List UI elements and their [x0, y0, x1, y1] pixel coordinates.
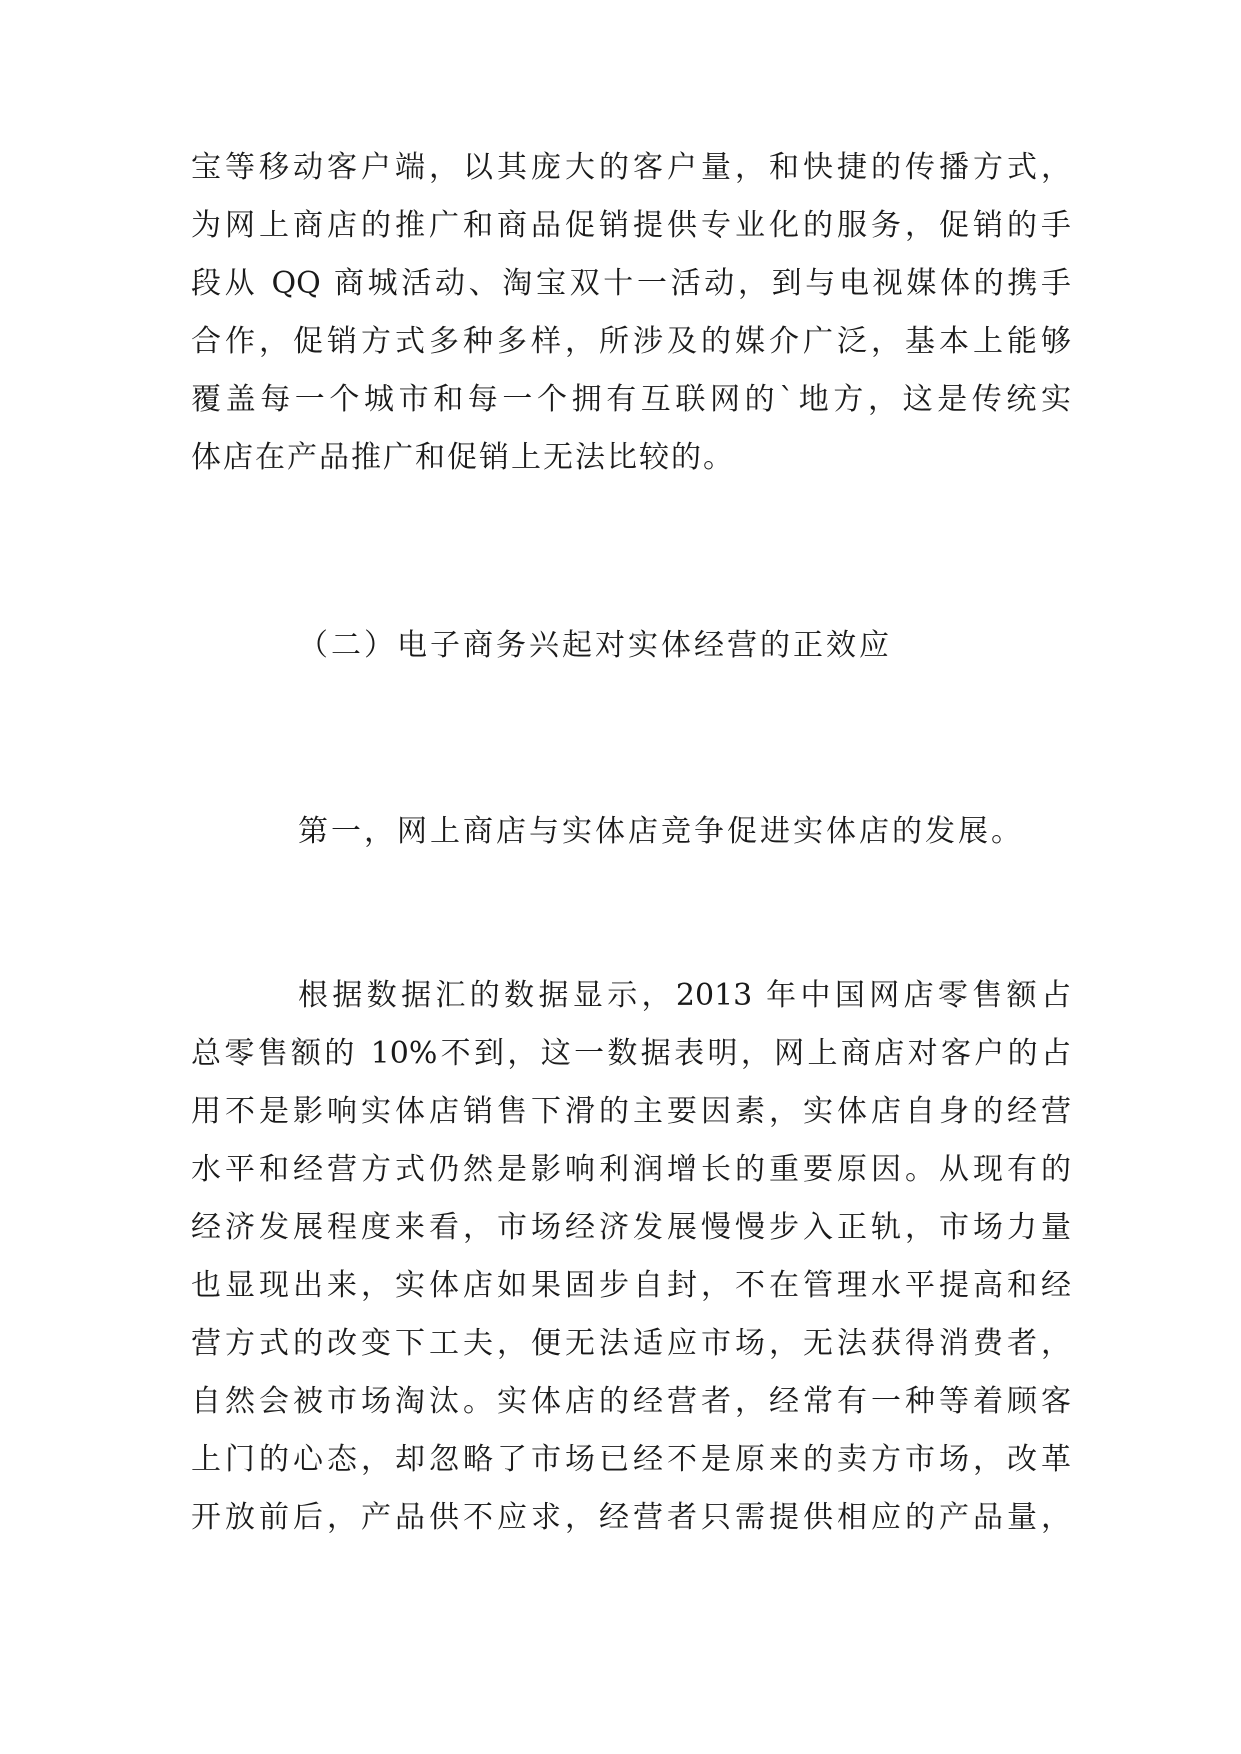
text-line: 开放前后，产品供不应求，经营者只需提供相应的产品量，: [191, 1500, 1071, 1535]
text-line: 覆盖每一个城市和每一个拥有互联网的`地方，这是传统实: [191, 382, 1071, 417]
text-line: 用不是影响实体店销售下滑的主要因素，实体店自身的经营: [191, 1094, 1071, 1129]
text-line: 根据数据汇的数据显示，2013 年中国网店零售额占: [298, 978, 1071, 1013]
text-line: 也显现出来，实体店如果固步自封，不在管理水平提高和经: [191, 1268, 1071, 1303]
text-line: 体店在产品推广和促销上无法比较的。: [191, 440, 735, 475]
subheading: 第一，网上商店与实体店竞争促进实体店的发展。: [298, 814, 1024, 849]
text-line: 水平和经营方式仍然是影响利润增长的重要原因。从现有的: [191, 1152, 1071, 1187]
text-line: 总零售额的 10%不到，这一数据表明，网上商店对客户的占: [191, 1036, 1071, 1071]
text-line: 经济发展程度来看，市场经济发展慢慢步入正轨，市场力量: [191, 1210, 1071, 1245]
section-heading: （二）电子商务兴起对实体经营的正效应: [298, 628, 892, 663]
text-line: 自然会被市场淘汰。实体店的经营者，经常有一种等着顾客: [191, 1384, 1071, 1419]
text-line: 段从 QQ 商城活动、淘宝双十一活动，到与电视媒体的携手: [191, 266, 1071, 301]
text-line: 营方式的改变下工夫，便无法适应市场，无法获得消费者，: [191, 1326, 1071, 1361]
text-line: 为网上商店的推广和商品促销提供专业化的服务，促销的手: [191, 208, 1071, 243]
text-line: 上门的心态，却忽略了市场已经不是原来的卖方市场，改革: [191, 1442, 1071, 1477]
text-line: 合作，促销方式多种多样，所涉及的媒介广泛，基本上能够: [191, 324, 1071, 359]
text-line: 宝等移动客户端，以其庞大的客户量，和快捷的传播方式，: [191, 150, 1071, 185]
